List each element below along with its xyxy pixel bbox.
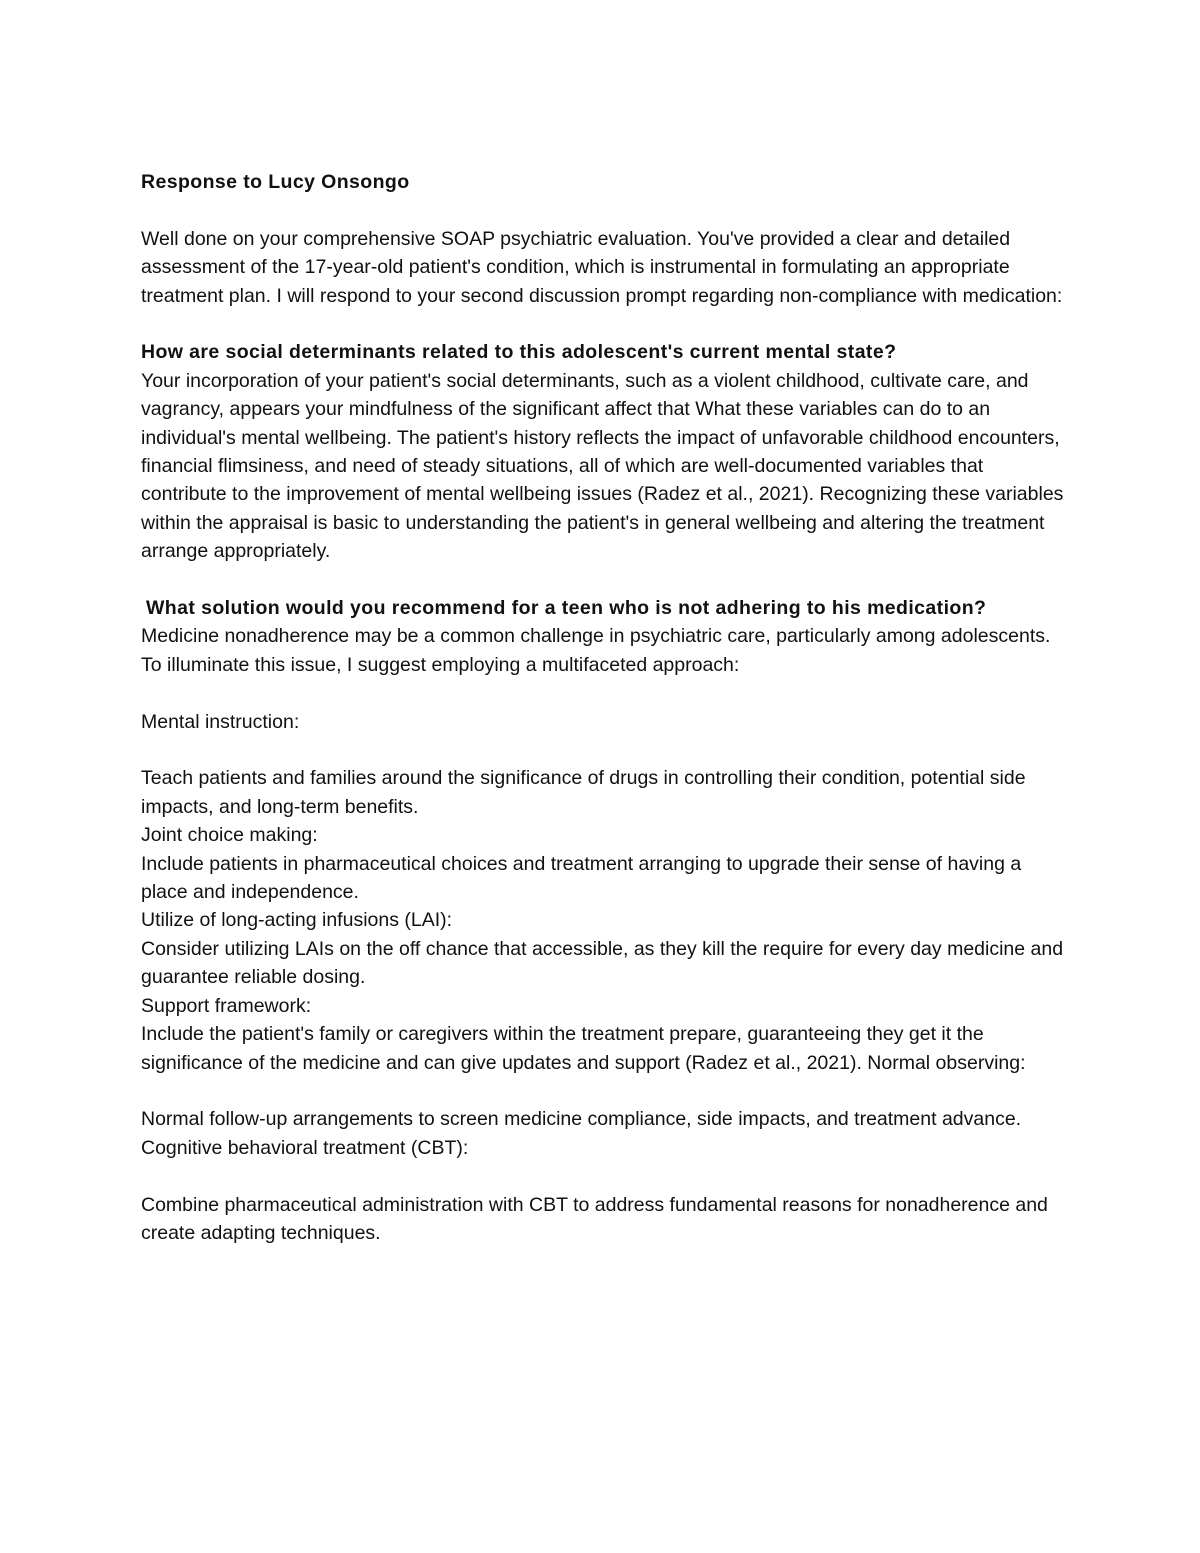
answer-1-paragraph: Your incorporation of your patient's social determinants, such as a violent childhood, cultivate care, and vagrancy, appears your mindfulness of the significant affect that What these variables can do to an individual's mental wellbeing. The patient's history reflects the impact of unfavorable childhood encounters, financial flimsiness, and need of steady situations, all of which are well-documented variables that contribute to the improvement of mental wellbeing issues (Radez et al., 2021). Recognizing these variables within the appraisal is basic to understanding the patient's in general wellbeing and altering the treatment arrange appropriately. xyxy=(141,369,1064,563)
item-2-heading: Joint choice making: xyxy=(141,824,318,847)
spacer xyxy=(141,679,1066,707)
question-1-heading: How are social determinants related to this adolescent's current mental state? xyxy=(141,341,897,364)
item-5-text: Normal follow-up arrangements to screen medicine compliance, side impacts, and treatment advance. xyxy=(141,1108,1022,1131)
answer-2-paragraph: Medicine nonadherence may be a common challenge in psychiatric care, particularly among adolescents. To illuminate this issue, I suggest employing a multifaceted approach: xyxy=(141,625,1051,676)
intro-paragraph: Well done on your comprehensive SOAP psychiatric evaluation. You've provided a clear and detailed assessment of the 17-year-old patient's condition, which is instrumental in formulating an appropriate treatment plan. I will respond to your second discussion prompt regarding non-compliance with medication: xyxy=(141,227,1063,307)
spacer xyxy=(141,1077,1066,1105)
item-2-text: Include patients in pharmaceutical choices and treatment arranging to upgrade their sense of having a place and independence. xyxy=(141,852,1022,904)
spacer xyxy=(141,196,1066,224)
spacer xyxy=(141,566,1066,594)
item-1-heading: Mental instruction: xyxy=(141,710,300,733)
item-4-heading: Support framework: xyxy=(141,994,312,1017)
item-4-text: Include the patient's family or caregivers within the treatment prepare, guaranteeing they get it the significance of the medicine and can give updates and support (Radez et al., 2021). Normal observing: xyxy=(141,1023,1026,1074)
spacer xyxy=(141,736,1066,764)
item-1-text: Teach patients and families around the significance of drugs in controlling their condition, potential side impacts, and long-term benefits. xyxy=(141,767,1026,818)
spacer xyxy=(141,1162,1066,1190)
spacer xyxy=(141,310,1066,338)
document-body xyxy=(141,168,1066,1247)
item-3-text: Consider utilizing LAIs on the off chance that accessible, as they kill the require for every day medicine and guarantee reliable dosing. xyxy=(141,937,1064,989)
item-6-heading: Cognitive behavioral treatment (CBT): xyxy=(141,1136,469,1159)
item-6-text: Combine pharmaceutical administration with CBT to address fundamental reasons for nonadherence and create adapting techniques. xyxy=(141,1193,1048,1244)
question-2-heading: What solution would you recommend for a teen who is not adhering to his medication? xyxy=(146,597,987,620)
item-3-heading: Utilize of long-acting infusions (LAI): xyxy=(141,909,453,932)
document-title: Response to Lucy Onsongo xyxy=(141,171,410,193)
